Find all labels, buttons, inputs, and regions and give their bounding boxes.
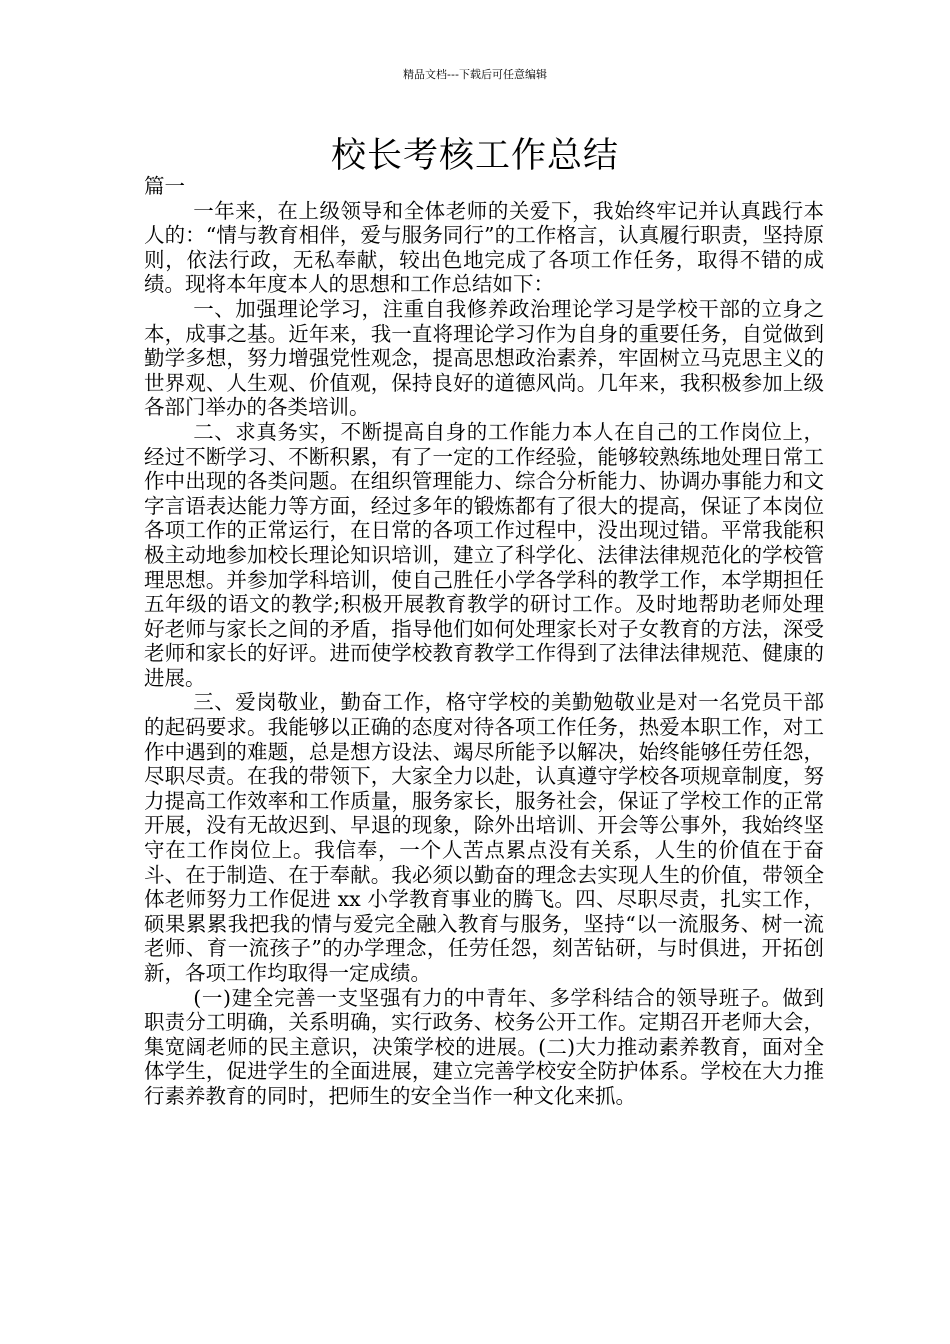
- paragraph-dedication: 三、爱岗敬业，勤奋工作，格守学校的美勤勉敬业是对一名党员干部的起码要求。我能够以正确的态度对待各项工作任务，热爱本职工作，对工作中遇到的难题，总是想方设法、竭尽所能予以解决，始终能够任劳任怨，尽职尽责。在我的带领下，大家全力以赴，认真遵守学校各项规章制度，努力提高工作效率和工作质量，服务家长，服务社会，保证了学校工作的正常开展，没有无故迟到、早退的现象，除外出培训、开会等公事外，我始终坚守在工作岗位上。我信奉，一个人苦点累点没有关系，人生的价值在于奋斗、在于制造、在于奉献。我必须以勤奋的理念去实现人生的价值，带领全体老师努力工作促进 xx 小学教育事业的腾飞。四、尽职尽责，扎实工作，硕果累累我把我的情与爱完全融入教育与服务，坚持“以一流服务、树一流老师、育一流孩子”的办学理念，任劳任怨，刻苦钻研，与时俱进，开拓创新，各项工作均取得一定成绩。: [144, 690, 824, 985]
- paragraph-intro: 一年来，在上级领导和全体老师的关爱下，我始终牢记并认真践行本人的：“情与教育相伴，爱与服务同行”的工作格言，认真履行职责，坚持原则，依法行政，无私奉献，较出色地完成了各项工作任务，取得不错的成绩。现将本年度本人的思想和工作总结如下：: [144, 198, 824, 297]
- section-label: 篇一: [144, 174, 185, 198]
- header-note: 精品文档---下载后可任意编辑: [403, 68, 547, 81]
- document-body: [144, 174, 824, 1109]
- document-title: 校长考核工作总结: [330, 136, 619, 176]
- paragraph-work-ability: 二、求真务实，不断提高自身的工作能力本人在自己的工作岗位上，经过不断学习、不断积累，有了一定的工作经验，能够较熟练地处理日常工作中出现的各类问题。在组织管理能力、综合分析能力、协调办事能力和文字言语表达能力等方面，经过多年的锻炼都有了很大的提高，保证了本岗位各项工作的正常运行，在日常的各项工作过程中，没出现过错。平常我能积极主动地参加校长理论知识培训，建立了科学化、法律法律规范化的学校管理思想。并参加学科培训，使自己胜任小学各学科的教学工作，本学期担任五年级的语文的教学;积极开展教育教学的研讨工作。及时地帮助老师处理好老师与家长之间的矛盾，指导他们如何处理家长对子女教育的方法，深受老师和家长的好评。进而使学校教育教学工作得到了法律法律规范、健康的进展。: [144, 419, 824, 690]
- paragraph-theory-study: 一、加强理论学习，注重自我修养政治理论学习是学校干部的立身之本，成事之基。近年来，我一直将理论学习作为自身的重要任务，自觉做到勤学多想，努力增强党性观念，提高思想政治素养，牢固树立马克思主义的世界观、人生观、价值观，保持良好的道德风尚。几年来，我积极参加上级各部门举办的各类培训。: [144, 296, 824, 420]
- paragraph-leadership: (一)建全完善一支坚强有力的中青年、多学科结合的领导班子。做到职责分工明确，关系明确，实行政务、校务公开工作。定期召开老师大会，集宽阔老师的民主意识，决策学校的进展。(二)大力推动素养教育，面对全体学生，促进学生的全面进展，建立完善学校安全防护体系。学校在大力推行素养教育的同时，把师生的安全当作一种文化来抓。: [144, 985, 824, 1108]
